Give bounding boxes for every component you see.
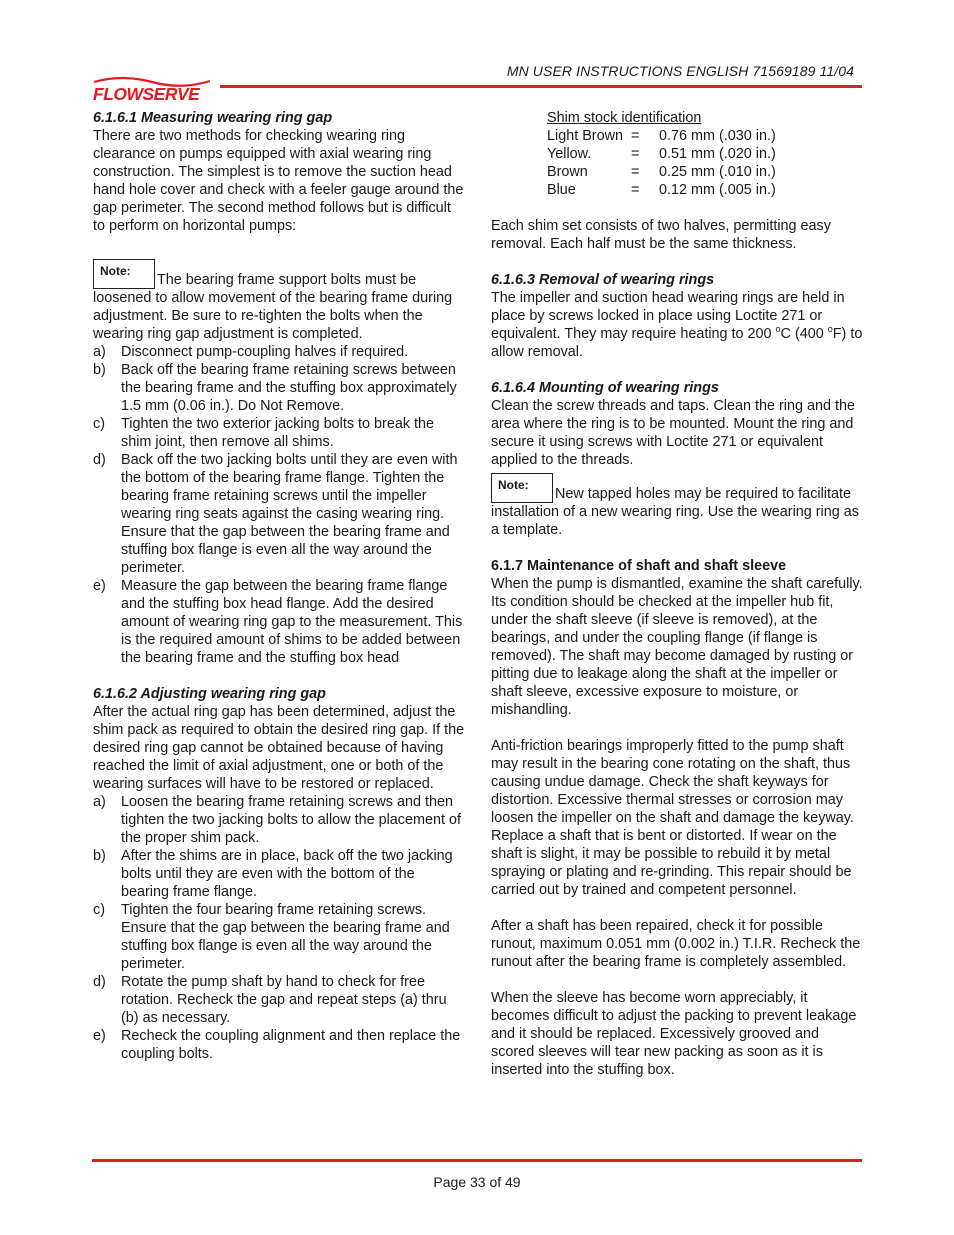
- note-label: Note:: [491, 473, 553, 503]
- list-marker: d): [93, 974, 106, 990]
- shim-value: 0.51 mm (.020 in.): [659, 146, 776, 162]
- paragraph: The impeller and suction head wearing rings are held in place by screws locked in place using Loctite 271 or equivalent. They may require heating to 200 $^o$C (400 $^o$F) to allow removal.: [491, 290, 863, 360]
- list-item: [93, 1027, 465, 1063]
- paragraph: When the pump is dismantled, examine the shaft carefully. Its condition should be checked at the impeller hub fit, under the shaft sleeve (if sleeve is removed), at the bearings, and under the coupling flange (if flange is removed). The shaft may become damaged by rusting or pitting due to leakage along the shaft at the impeller or shaft sleeve, excessive exposure to moisture, or mishandling.: [491, 576, 863, 718]
- note-label: Note:: [93, 259, 155, 289]
- list-item: [93, 361, 465, 415]
- shim-stock-table: [547, 109, 863, 199]
- shim-row: [547, 145, 863, 163]
- section-heading-mounting-of-wearing-rings: 6.1.6.4 Mounting of wearing rings: [491, 380, 719, 396]
- list-text: Recheck the coupling alignment and then replace the coupling bolts.: [121, 1028, 461, 1062]
- left-column: [93, 109, 465, 1063]
- paragraph: Each shim set consists of two halves, permitting easy removal. Each half must be the same thickness.: [491, 218, 831, 252]
- shim-color: Blue: [547, 182, 576, 198]
- paragraph: When the sleeve has become worn appreciably, it becomes difficult to adjust the packing to prevent leakage and it should be replaced. Excessively grooved and scored sleeves will tear new packing as soon as it is inserted into the stuffing box.: [491, 990, 857, 1078]
- list-text: Loosen the bearing frame retaining screws and then tighten the two jacking bolts to allow the placement of the proper shim pack.: [121, 794, 461, 846]
- shim-value: 0.25 mm (.010 in.): [659, 164, 776, 180]
- degree-symbol: o: [775, 324, 781, 335]
- shim-value: 0.12 mm (.005 in.): [659, 182, 776, 198]
- list-marker: d): [93, 452, 106, 468]
- list-item: [93, 415, 465, 451]
- shim-equals: =: [631, 164, 640, 180]
- section-heading-removal-of-wearing-rings: 6.1.6.3 Removal of wearing rings: [491, 272, 715, 288]
- list-marker: c): [93, 416, 105, 432]
- note-text: The bearing frame support bolts must be loosened to allow movement of the bearing frame during adjustment. Be sure to re-tighten the bolts when the wearing ring gap adjustment is completed.: [93, 272, 453, 342]
- list-text: Rotate the pump shaft by hand to check for free rotation. Recheck the gap and repeat steps (a) thru (b) as necessary.: [121, 974, 447, 1026]
- note-block: [93, 253, 465, 343]
- section-heading-maintenance-of-shaft: 6.1.7 Maintenance of shaft and shaft sleeve: [491, 558, 787, 574]
- list-text: Measure the gap between the bearing frame flange and the stuffing box head flange. Add the desired amount of wearing ring gap to the measurement. This is the required amount of shims to be added between the bearing frame and the stuffing box head: [121, 578, 463, 666]
- shim-color: Yellow.: [547, 146, 592, 162]
- section-heading-adjusting-wearing-ring-gap: 6.1.6.2 Adjusting wearing ring gap: [93, 686, 326, 702]
- list-adjusting-steps: [93, 793, 465, 1063]
- shim-color: Brown: [547, 164, 588, 180]
- list-marker: a): [93, 794, 106, 810]
- paragraph: Anti-friction bearings improperly fitted to the pump shaft may result in the bearing cone rotating on the shaft, thus causing undue damage. Check the shaft keyways for distortion. Excessive thermal stresses or corrosion may loosen the impeller on the shaft and damage the keyway. Replace a shaft that is bent or distorted. If wear on the shaft is slight, it may be possible to rebuild it by metal spraying or plating and re-grinding. This repair should be carried out by trained and competent personnel.: [491, 738, 854, 898]
- list-item: [93, 577, 465, 667]
- header-rule: [220, 85, 862, 88]
- list-item: [93, 793, 465, 847]
- section-heading-measuring-wearing-ring-gap: 6.1.6.1 Measuring wearing ring gap: [93, 110, 333, 126]
- shim-equals: =: [631, 146, 640, 162]
- shim-value: 0.76 mm (.030 in.): [659, 128, 776, 144]
- degree-symbol: o: [827, 324, 833, 335]
- shim-row: [547, 181, 863, 199]
- list-text: Disconnect pump-coupling halves if required.: [121, 344, 409, 360]
- shim-row: [547, 127, 863, 145]
- list-marker: a): [93, 344, 106, 360]
- list-item: [93, 451, 465, 577]
- note-block: [491, 469, 863, 539]
- list-marker: e): [93, 578, 106, 594]
- right-column: [491, 109, 863, 1079]
- shim-table-title: Shim stock identification: [547, 110, 702, 126]
- list-marker: c): [93, 902, 105, 918]
- paragraph: After the actual ring gap has been determined, adjust the shim pack as required to obtain the desired ring gap. If the desired ring gap cannot be obtained because of having reached the limit of axial adjustment, one or both of the wearing surfaces will have to be restored or replaced.: [93, 704, 465, 792]
- svg-text:FLOWSERVE: FLOWSERVE: [93, 84, 200, 102]
- footer-rule: [92, 1159, 862, 1162]
- list-marker: b): [93, 362, 106, 378]
- paragraph: After a shaft has been repaired, check it for possible runout, maximum 0.051 mm (0.002 in.) T.I.R. Recheck the runout after the bearing frame is completely assembled.: [491, 918, 861, 970]
- list-marker: b): [93, 848, 106, 864]
- list-item: [93, 847, 465, 901]
- list-text: Tighten the two exterior jacking bolts to break the shim joint, then remove all shims.: [121, 416, 435, 450]
- flowserve-logo: [92, 76, 210, 102]
- document-title: MN USER INSTRUCTIONS ENGLISH 71569189 11/04: [506, 63, 854, 79]
- list-text: Back off the bearing frame retaining screws between the bearing frame and the stuffing box approximately 1.5 mm (0.06 in.). Do Not Remove.: [121, 362, 457, 414]
- list-item: [93, 343, 465, 361]
- list-item: [93, 901, 465, 973]
- page-number: Page 33 of 49: [433, 1174, 521, 1190]
- shim-color: Light Brown: [547, 128, 623, 144]
- shim-equals: =: [631, 128, 640, 144]
- paragraph: Clean the screw threads and taps. Clean the ring and the area where the ring is to be mounted. Mount the ring and secure it using screws with Loctite 271 or equivalent applied to the threads.: [491, 398, 855, 468]
- note-text: New tapped holes may be required to facilitate installation of a new wearing ring. Use the wearing ring as a template.: [491, 486, 859, 538]
- list-text: After the shims are in place, back off the two jacking bolts until they are even with the bottom of the bearing frame flange.: [121, 848, 453, 900]
- paragraph: There are two methods for checking wearing ring clearance on pumps equipped with axial wearing ring construction. The simplest is to remove the suction head hand hole cover and check with a feeler gauge around the gap perimeter. The second method follows but is difficult to perform on horizontal pumps:: [93, 128, 464, 234]
- shim-equals: =: [631, 182, 640, 198]
- list-marker: e): [93, 1028, 106, 1044]
- list-text: Back off the two jacking bolts until they are even with the bottom of the bearing frame flange. Tighten the bearing frame retaining screws until the impeller wearing ring seats against the casing wearing ring. Ensure that the gap between the bearing frame and stuffing box flange is even all the way around the perimeter.: [121, 452, 458, 576]
- shim-row: [547, 163, 863, 181]
- list-text: Tighten the four bearing frame retaining screws. Ensure that the gap between the bearing frame and stuffing box flange is even all the way around the perimeter.: [121, 902, 450, 972]
- list-item: [93, 973, 465, 1027]
- list-measuring-steps: [93, 343, 465, 667]
